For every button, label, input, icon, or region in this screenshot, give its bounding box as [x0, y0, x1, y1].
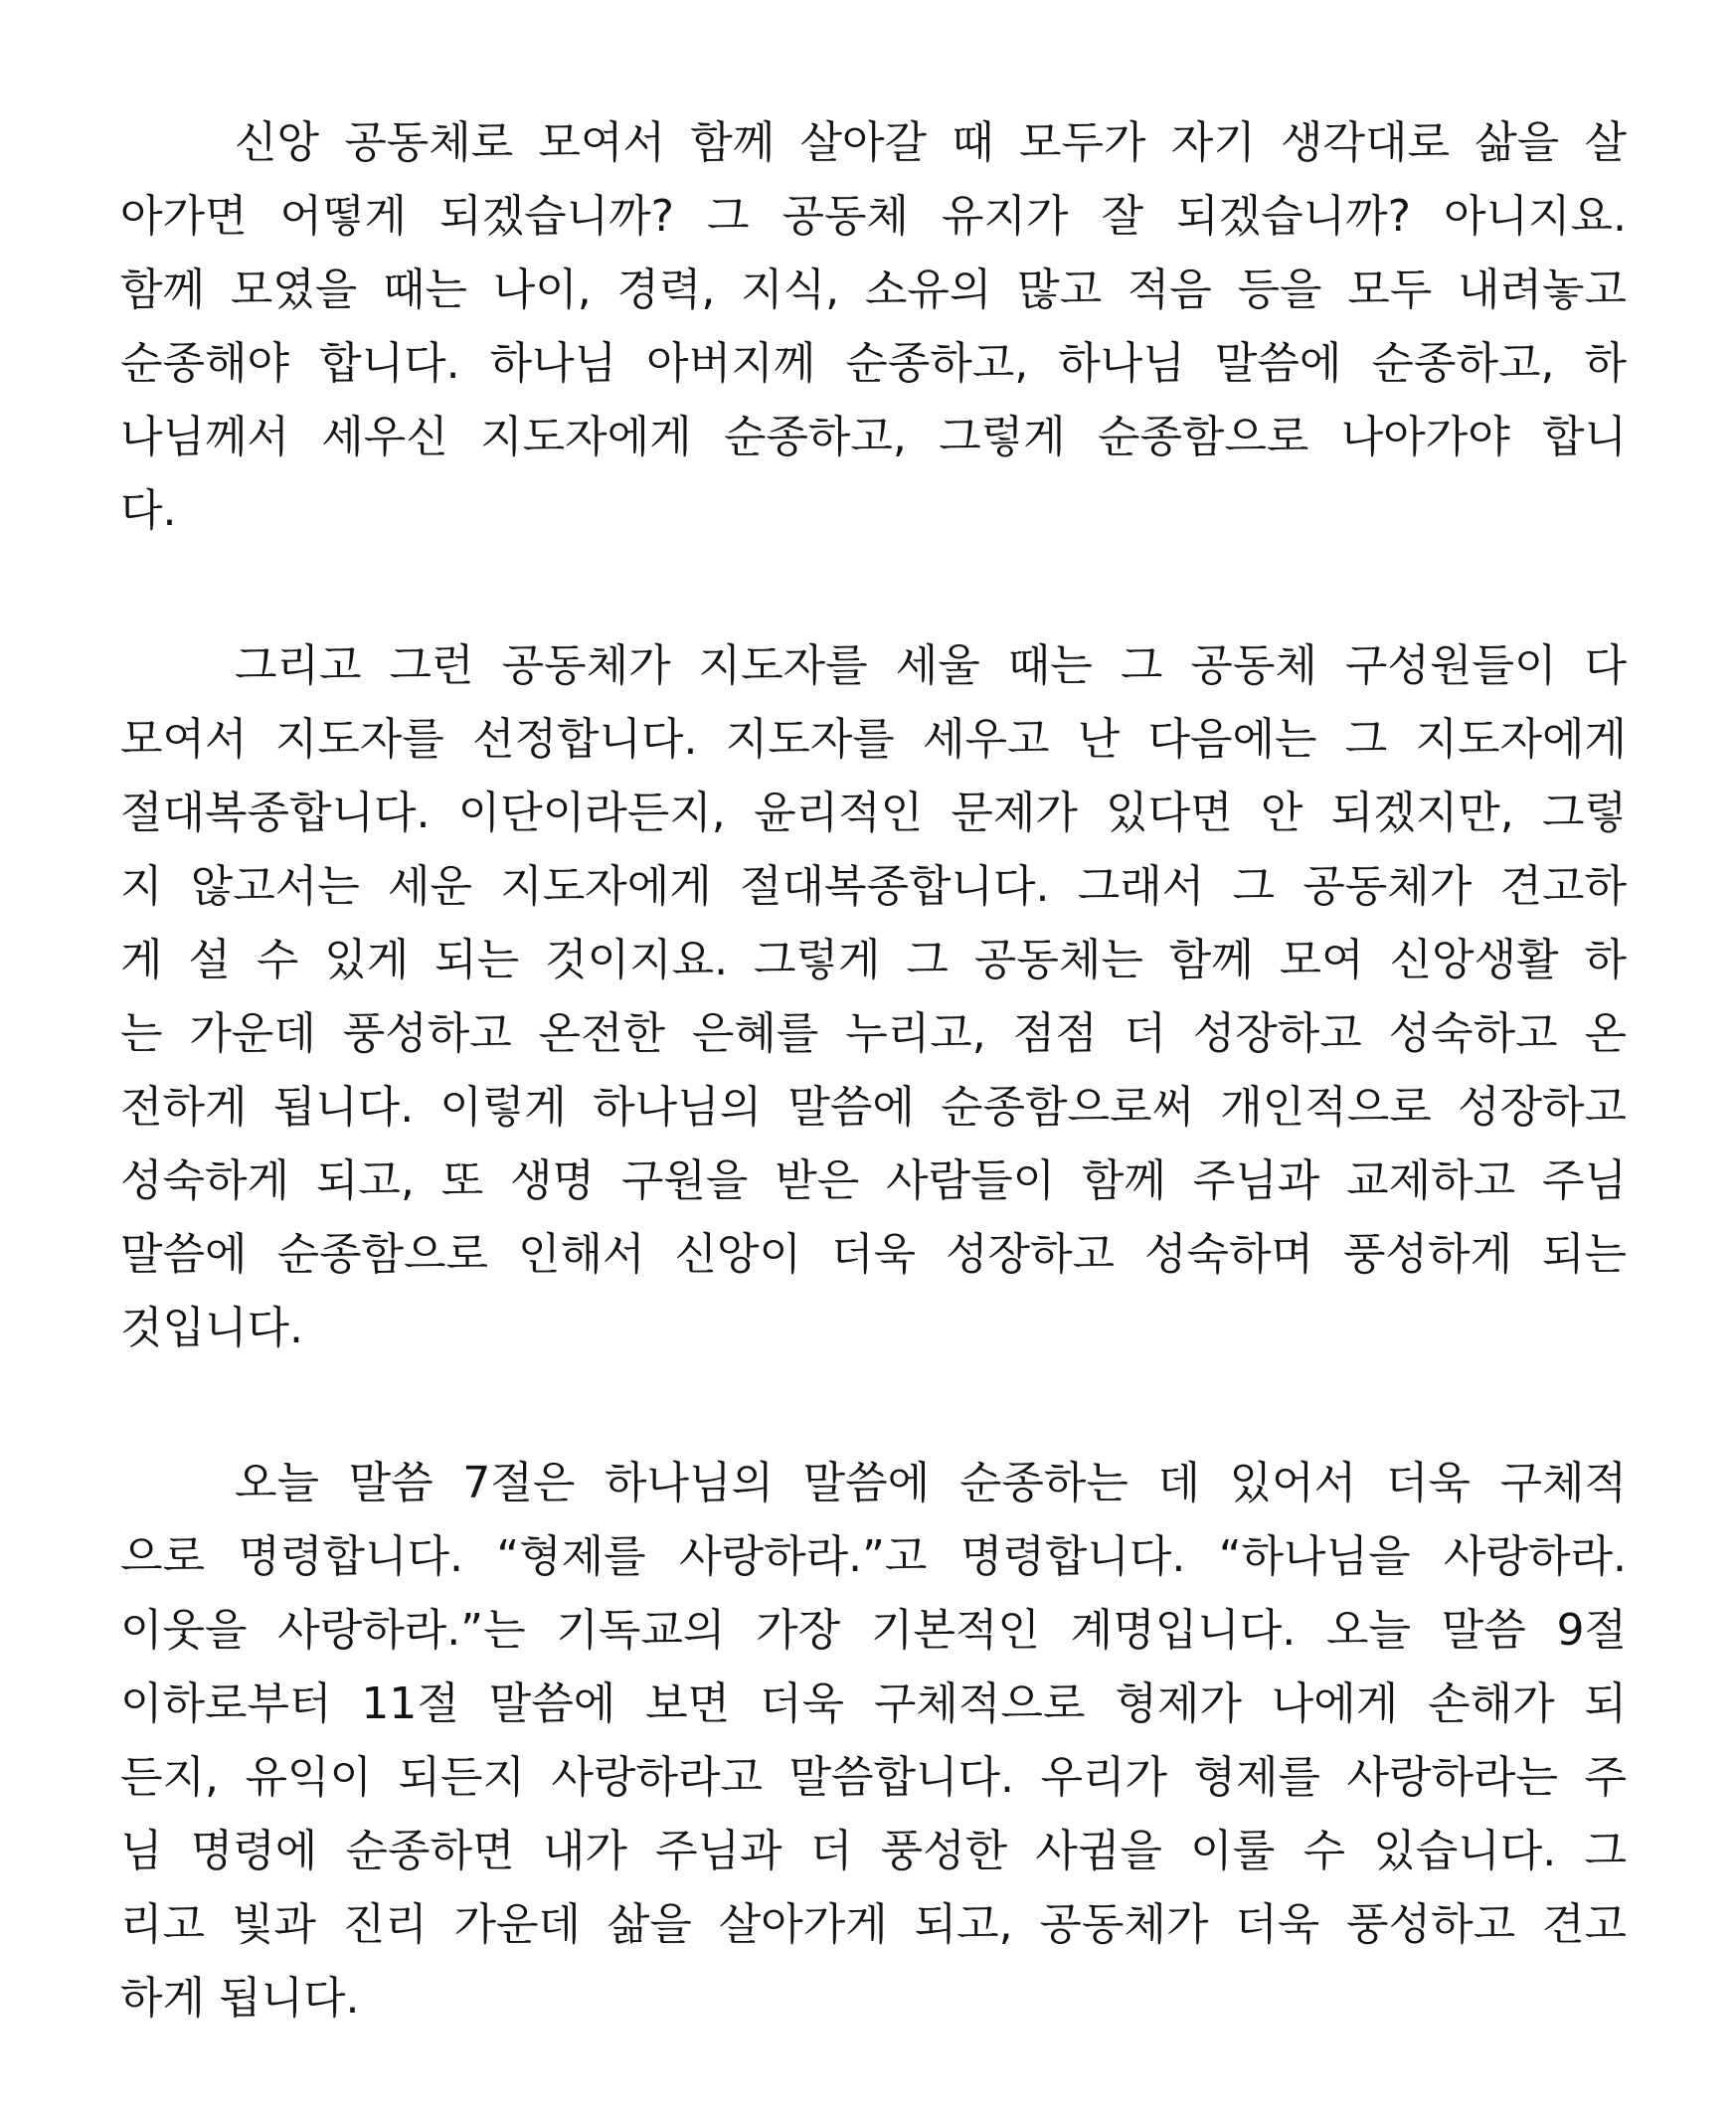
document-page: [120, 109, 1627, 2038]
text-line: 하게 됩니다.: [120, 1973, 360, 2024]
text-line: 절대복종합니다. 이단이라든지, 윤리적인 문제가 있다면 안 되겠지만, 그렇: [120, 788, 1627, 838]
text-line: 모여서 지도자를 선정합니다. 지도자를 세우고 난 다음에는 그 지도자에게: [120, 714, 1627, 765]
text-line: 다.: [120, 485, 177, 536]
text-line: 그리고 그런 공동체가 지도자를 세울 때는 그 공동체 구성원들이 다: [235, 640, 1627, 691]
text-line: 게 설 수 있게 되는 것이지요. 그렇게 그 공동체는 함께 모여 신앙생활 하: [120, 935, 1627, 985]
text-line: 것입니다.: [120, 1303, 304, 1353]
text-line: 순종해야 합니다. 하나님 아버지께 순종하고, 하나님 말씀에 순종하고, 하: [120, 338, 1627, 389]
text-line: 신앙 공동체로 모여서 함께 살아갈 때 모두가 자기 생각대로 삶을 살: [235, 117, 1627, 168]
text-line: 지 않고서는 세운 지도자에게 절대복종합니다. 그래서 그 공동체가 견고하: [120, 861, 1627, 912]
text-line: 이웃을 사랑하라.”는 기독교의 가장 기본적인 계명입니다. 오늘 말씀 9절: [120, 1605, 1627, 1656]
text-line: 이하로부터 11절 말씀에 보면 더욱 구체적으로 형제가 나에게 손해가 되: [120, 1678, 1627, 1729]
text-line: 말씀에 순종함으로 인해서 신앙이 더욱 성장하고 성숙하며 풍성하게 되는: [120, 1229, 1627, 1280]
text-line: 전하게 됩니다. 이렇게 하나님의 말씀에 순종함으로써 개인적으로 성장하고: [120, 1082, 1627, 1133]
text-line: 리고 빛과 진리 가운데 삶을 살아가게 되고, 공동체가 더욱 풍성하고 견고: [120, 1899, 1627, 1950]
paragraph-2: [120, 632, 1627, 1368]
text-line: 나님께서 세우신 지도자에게 순종하고, 그렇게 순종함으로 나아가야 합니: [120, 412, 1627, 462]
text-line: 함께 모였을 때는 나이, 경력, 지식, 소유의 많고 적음 등을 모두 내려놓고: [120, 265, 1627, 315]
text-line: 아가면 어떻게 되겠습니까? 그 공동체 유지가 잘 되겠습니까? 아니지요.: [120, 191, 1627, 242]
text-line: 는 가운데 풍성하고 온전한 은혜를 누리고, 점점 더 성장하고 성숙하고 온: [120, 1008, 1627, 1059]
text-line: 든지, 유익이 되든지 사랑하라고 말씀합니다. 우리가 형제를 사랑하라는 주: [120, 1752, 1627, 1803]
text-line: 오늘 말씀 7절은 하나님의 말씀에 순종하는 데 있어서 더욱 구체적: [235, 1458, 1627, 1508]
paragraph-1: [120, 109, 1627, 551]
text-line: 으로 명령합니다. “형제를 사랑하라.”고 명령합니다. “하나님을 사랑하라.: [120, 1531, 1627, 1582]
paragraph-3: [120, 1450, 1627, 2038]
text-line: 님 명령에 순종하면 내가 주님과 더 풍성한 사귐을 이룰 수 있습니다. 그: [120, 1826, 1627, 1876]
text-line: 성숙하게 되고, 또 생명 구원을 받은 사람들이 함께 주님과 교제하고 주님: [120, 1155, 1627, 1206]
